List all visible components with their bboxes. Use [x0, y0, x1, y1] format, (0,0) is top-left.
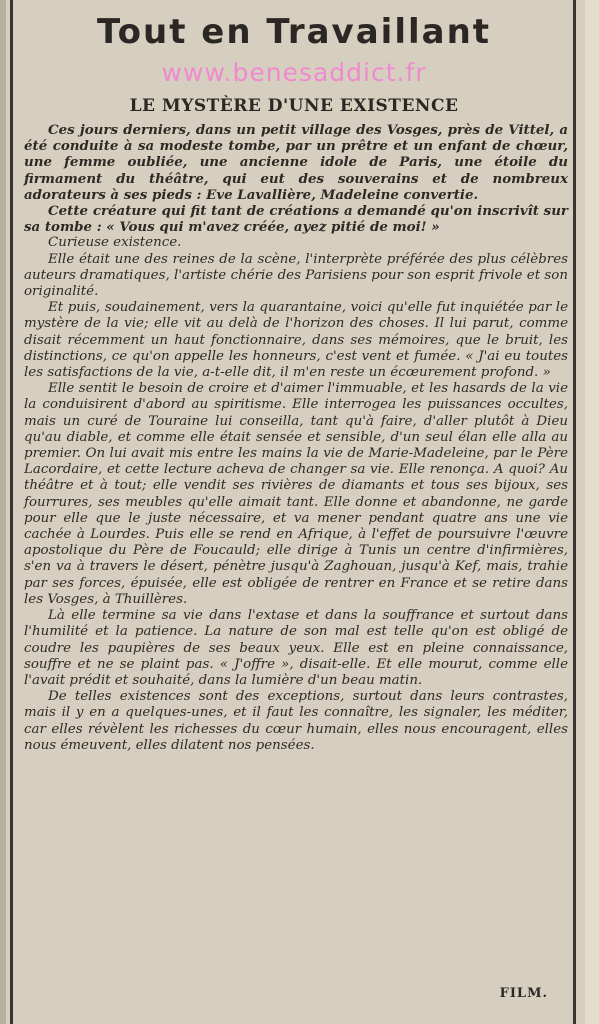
- column-title: Tout en Travaillant: [96, 12, 492, 52]
- article-body: [24, 122, 568, 754]
- article-headline: LE MYSTÈRE D'UNE EXISTENCE: [129, 96, 459, 116]
- author-signature: FILM.: [499, 986, 548, 1001]
- article-paragraph: Cette créature qui fit tant de créations a demandé qu'on inscrivît sur sa tombe : « Vous qui m'avez créée, ayez pitié de moi! »: [24, 203, 568, 236]
- article-paragraph: Elle sentit le besoin de croire et d'aimer l'immuable, et les hasards de la vie la conduisirent d'abord au spiritisme. Elle interrogea les puissances occultes, mais un curé de Touraine lui conseilla, tant qu'à faire, d'aller plutôt à Dieu qu'au diable, et comme elle était sensée et sensible, d'un seul élan elle alla au premier. On lui avait mis entre les mains la vie de Marie-Madeleine, par le Père Lacordaire, et cette lecture acheva de changer sa vie. Elle renonça. A quoi? Au théâtre et à tout; elle vendit ses rivières de diamants et tous ses bijoux, ses fourrures, ses meubles qu'elle aimait tant. Elle donne et abandonne, ne garde pour elle que le juste nécessaire, et va mener pendant quatre ans une vie cachée à Lourdes. Puis elle se rend en Afrique, à l'effet de poursuivre l'œuvre apostolique du Père de Foucauld; elle dirige à Tunis un centre d'infirmières, s'en va à travers le désert, pénètre jusqu'à Zaghouan, jusqu'à Kef, mais, trahie par ses forces, épuisée, elle est obligée de rentrer en France et se retire dans les Vosges, à Thuillères.: [24, 381, 568, 607]
- article-column: [18, 0, 570, 1024]
- page-edge-left: [0, 0, 6, 1024]
- column-rule-right: [573, 0, 576, 1024]
- article-paragraph: Ces jours derniers, dans un petit village des Vosges, près de Vittel, a été conduite à sa modeste tombe, par un prêtre et un enfant de chœur, une femme oubliée, une ancienne idole de Paris, une étoile du firmament du théâtre, qui eut des souverains et de nombreux adorateurs à ses pieds : Eve Lavallière, Madeleine convertie.: [24, 122, 568, 203]
- watermark-url: www.benesaddict.fr: [161, 58, 427, 87]
- article-paragraph: De telles existences sont des exceptions, surtout dans leurs contrastes, mais il y en a quelques-unes, et il faut les connaître, les signaler, les méditer, car elles révèlent les richesses du cœur humain, elles nous encouragent, elles nous émeuvent, elles dilatent nos pensées.: [24, 689, 568, 753]
- article-paragraph: Curieuse existence.: [48, 235, 182, 251]
- page-edge-right: [585, 0, 599, 1024]
- article-paragraph: Et puis, soudainement, vers la quarantaine, voici qu'elle fut inquiétée par le mystère de la vie; elle vit au delà de l'horizon des choses. Il lui parut, comme disait récemment un haut fonctionnaire, dans ses mémoires, que le bruit, les distinctions, ce qu'on appelle les honneurs, c'est vent et fumée. « J'ai eu toutes les satisfactions de la vie, a-t-elle dit, il m'en reste un écœurement profond. »: [24, 300, 568, 381]
- article-paragraph: Là elle termine sa vie dans l'extase et dans la souffrance et surtout dans l'humilité et la patience. La nature de son mal est telle qu'on est obligé de coudre les paupières de ses beaux yeux. Elle est en pleine connaissance, souffre et ne se plaint pas. « J'offre », disait-elle. Et elle mourut, comme elle l'avait prédit et souhaité, dans la lumière d'un beau matin.: [24, 608, 568, 688]
- column-rule-left: [10, 0, 13, 1024]
- article-paragraph: Elle était une des reines de la scène, l'interprète préférée des plus célèbres auteurs dramatiques, l'artiste chérie des Parisiens pour son esprit frivole et son originalité.: [24, 251, 568, 300]
